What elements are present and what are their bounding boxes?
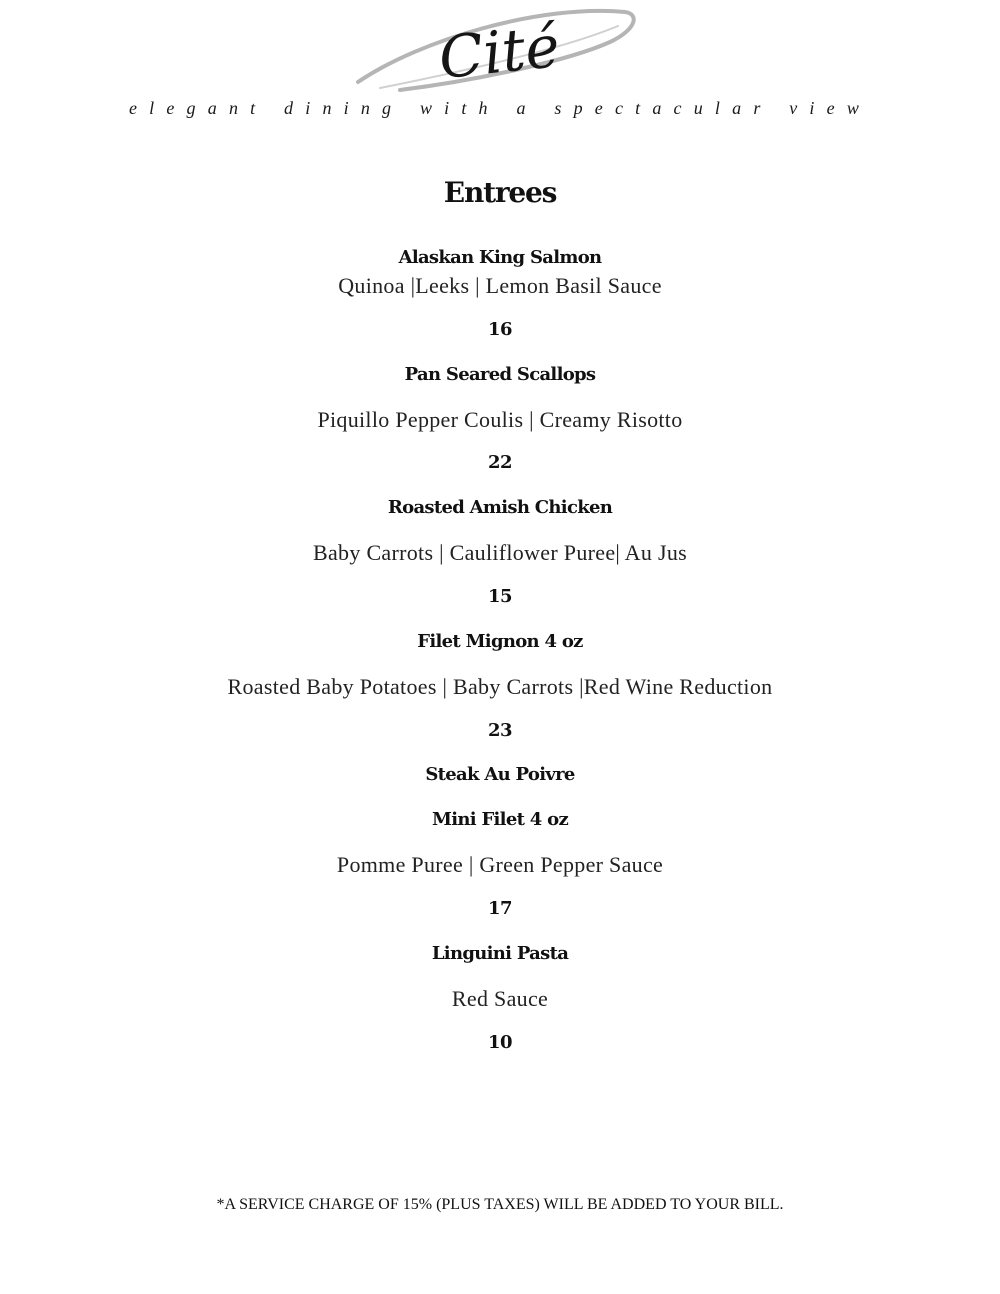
dish-name: Alaskan King Salmon — [398, 247, 602, 268]
dish-description: Piquillo Pepper Coulis | Creamy Risotto — [317, 407, 683, 432]
dish-description: Red Sauce — [451, 986, 549, 1011]
tagline: elegant dining with a spectacular view — [128, 98, 872, 118]
dish-price: 22 — [487, 452, 513, 473]
dish-price: 17 — [487, 898, 513, 919]
dish-description: Quinoa |Leeks | Lemon Basil Sauce — [338, 273, 662, 298]
dish-description: Roasted Baby Potatoes | Baby Carrots |Red Wine Reduction — [227, 674, 773, 699]
menu-section-title: Entrees — [443, 176, 557, 209]
dish-name: Roasted Amish Chicken — [387, 497, 613, 518]
dish-price: 15 — [487, 586, 513, 607]
dish-subname: Mini Filet 4 oz — [432, 809, 568, 830]
dish-price: 10 — [487, 1032, 513, 1053]
cite-logo — [340, 0, 660, 100]
dish-price: 16 — [487, 319, 513, 340]
dish-name: Linguini Pasta — [431, 943, 569, 964]
logo-wordmark: Cité — [435, 11, 563, 93]
dish-name: Filet Mignon 4 oz — [417, 631, 583, 652]
dish-description: Pomme Puree | Green Pepper Sauce — [336, 852, 664, 877]
dish-name: Steak Au Poivre — [425, 764, 575, 785]
dish-description: Baby Carrots | Cauliflower Puree| Au Jus — [313, 540, 687, 565]
dish-price: 23 — [487, 720, 513, 741]
service-charge-note: *A SERVICE CHARGE OF 15% (PLUS TAXES) WILL BE ADDED TO YOUR BILL. — [216, 1196, 784, 1213]
dish-name: Pan Seared Scallops — [404, 364, 596, 385]
